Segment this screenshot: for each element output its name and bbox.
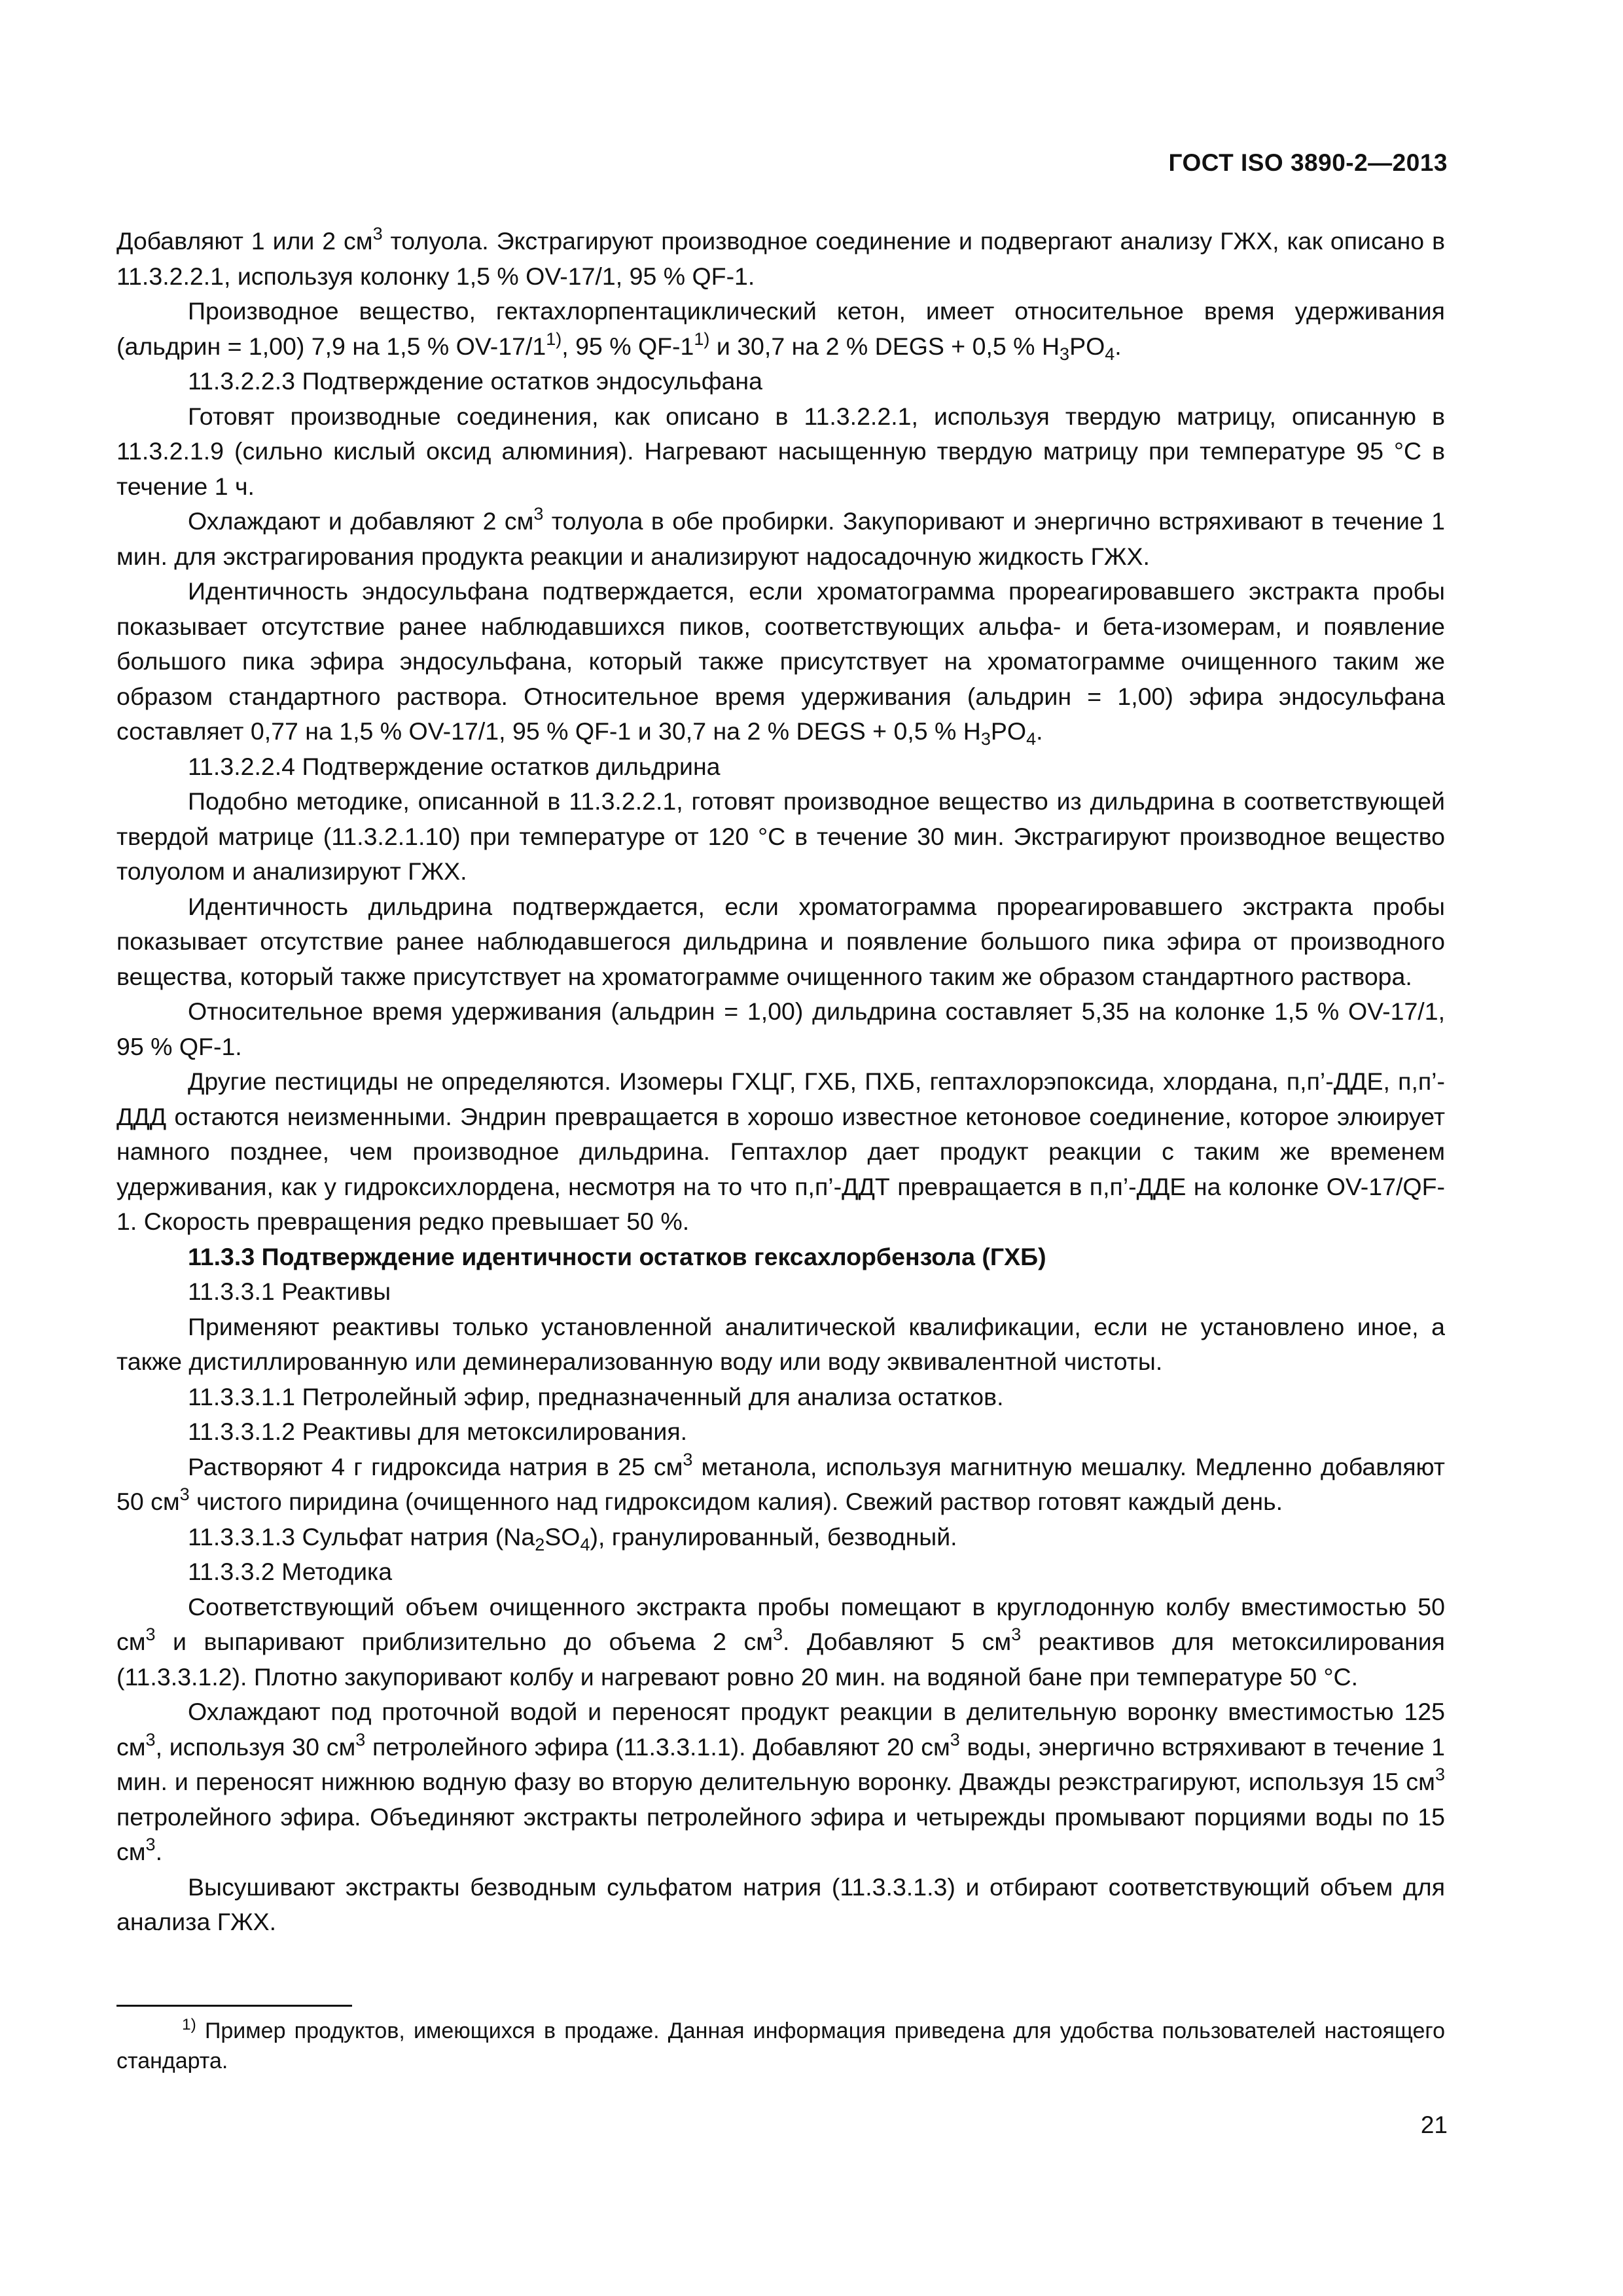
subscript: 4 xyxy=(1026,729,1037,749)
text-run: Идентичность эндосульфана подтверждается, если хроматограмма прореагировавшего экстракта пробы показывает отсутствие ранее наблюдавшихся пиков, соответствующих альфа- и бета-изомерам, и появление большого пика эфира эндосульфана, который также присутствует на хроматограмме очищенного таким же образом стандартного раствора. Относительное время удерживания (альдрин = 1,00) эфира эндосульфана составляет 0,77 на 1,5 % OV-17/1, 95 % QF-1 и 30,7 на 2 % DEGS + 0,5 % H xyxy=(116,577,1445,745)
text-run: 11.3.3.1 Реактивы xyxy=(188,1278,391,1305)
text-run: . Добавляют 5 см xyxy=(783,1628,1012,1655)
text-run: Производное вещество, гектахлорпентациклический кетон, имеет относительное время удерживания (альдрин = 1,00) 7,9 на 1,5 % OV-17/1 xyxy=(116,297,1445,360)
text-run: Охлаждают под проточной водой и переносят продукт реакции в делительную воронку вместимостью 125 см xyxy=(116,1698,1445,1761)
text-run: Соответствующий объем очищенного экстракта пробы помещают в круглодонную колбу вместимостью 50 см xyxy=(116,1592,1445,1655)
paragraph xyxy=(116,994,1445,1064)
paragraph xyxy=(116,749,1445,785)
superscript: 3 xyxy=(179,1484,190,1505)
page-number: 21 xyxy=(1420,2111,1448,2138)
text-run: Подобно методике, описанной в 11.3.2.2.1, готовят производное вещество из дильдрина в соответствующей твердой матрице (11.3.2.1.10) при температуре от 120 °С в течение 30 мин. Экстрагируют производное вещество толуолом и анализируют ГЖХ. xyxy=(116,787,1445,885)
text-run: . xyxy=(1036,717,1043,745)
text-run: , используя 30 см xyxy=(155,1732,356,1761)
superscript: 3 xyxy=(145,1835,156,1855)
text-run: Добавляют 1 или 2 см xyxy=(116,227,373,255)
text-run: Идентичность дильдрина подтверждается, если хроматограмма прореагировавшего экстракта пробы показывает отсутствие ранее наблюдавшегося дильдрина и появление большого пика эфира от производного вещества, который также присутствует на хроматограмме очищенного таким же образом стандартного раствора. xyxy=(116,892,1445,990)
superscript: 3 xyxy=(355,1729,366,1749)
text-run: Растворяют 4 г гидроксида натрия в 25 см xyxy=(188,1452,683,1480)
section-heading xyxy=(116,1240,1445,1275)
text-run: и 30,7 на 2 % DEGS + 0,5 % H xyxy=(709,332,1060,360)
paragraph xyxy=(116,224,1445,294)
text-run: и выпаривают приблизительно до объема 2 см xyxy=(155,1628,774,1655)
paragraph xyxy=(116,1274,1445,1310)
superscript: 3 xyxy=(372,224,383,244)
footnote: $^{1)}$ Пример продуктов, имеющихся в продаже. Данная информация приведена для удобства пользователей настоящего стандарта. xyxy=(116,2015,1445,2073)
paragraph xyxy=(116,399,1445,505)
text-run: , 95 % QF-1 xyxy=(562,332,694,360)
paragraph xyxy=(116,1380,1445,1415)
superscript: 3 xyxy=(1435,1765,1445,1785)
paragraph xyxy=(116,574,1445,749)
paragraph xyxy=(116,1870,1445,1940)
text-run: чистого пиридина (очищенного над гидроксидом калия). Свежий раствор готовят каждый день. xyxy=(189,1488,1283,1515)
paragraph xyxy=(116,1064,1445,1240)
paragraph xyxy=(116,1554,1445,1590)
footnote-separator xyxy=(116,2005,352,2007)
text-run: метанола, используя магнитную мешалку. Медленно добавляют 50 см xyxy=(116,1452,1445,1515)
text-run: 11.3.3.1.2 Реактивы для метоксилирования. xyxy=(188,1418,688,1445)
paragraph xyxy=(116,364,1445,399)
superscript: 3 xyxy=(773,1624,783,1645)
subscript: 3 xyxy=(1060,344,1070,364)
text-run: . xyxy=(1115,332,1122,360)
subscript: 3 xyxy=(980,729,991,749)
paragraph xyxy=(116,1695,1445,1870)
paragraph xyxy=(116,1520,1445,1555)
text-run: Высушивают экстракты безводным сульфатом натрия (11.3.3.1.3) и отбирают соответствующий объем для анализа ГЖХ. xyxy=(116,1873,1445,1935)
text-run: 11.3.3 Подтверждение идентичности остатков гексахлорбензола (ГХБ) xyxy=(188,1242,1046,1270)
paragraph xyxy=(116,294,1445,364)
text-run: реактивов для метоксилирования (11.3.3.1.2). Плотно закупоривают колбу и нагревают ровно 20 мин. на водяной бане при температуре 50 °С. xyxy=(116,1628,1445,1691)
text-run: 11.3.2.2.3 Подтверждение остатков эндосульфана xyxy=(188,367,762,395)
text-run: Охлаждают и добавляют 2 см xyxy=(188,507,534,535)
text-run: воды, энергично встряхивают в течение 1 мин. и переносят нижнюю водную фазу во вторую делительную воронку. Дважды реэкстрагируют, используя 15 см xyxy=(116,1732,1446,1795)
superscript: 3 xyxy=(533,504,544,524)
paragraph xyxy=(116,784,1445,889)
text-run: петролейного эфира. Объединяют экстракты петролейного эфира и четырежды промывают порциями воды по 15 см xyxy=(116,1803,1445,1865)
paragraph xyxy=(116,1590,1445,1695)
paragraph xyxy=(116,1450,1445,1520)
paragraph xyxy=(116,504,1445,574)
text-run: 11.3.3.2 Методика xyxy=(188,1558,393,1585)
paragraph xyxy=(116,889,1445,995)
text-run: Другие пестициды не определяются. Изомеры ГХЦГ, ГХБ, ПХБ, гептахлорэпоксида, хлордана, п,п’-ДДЕ, п,п’-ДДД остаются неизменными. Эндрин превращается в хорошо известное кетоновое соединение, которое элюирует намного позднее, чем производное дильдрина. Гептахлор дает продукт реакции с таким же временем удерживания, как у гидроксихлордена, несмотря на то что п,п’-ДДТ превращается в п,п’-ДДЕ на колонке OV-17/QF-1. Скорость превращения редко превышает 50 %. xyxy=(116,1067,1445,1235)
footnote-text: Пример продуктов, имеющихся в продаже. Данная информация приведена для удобства пользователей настоящего стандарта. xyxy=(116,2018,1445,2073)
paragraph xyxy=(116,1414,1445,1450)
text-run: 11.3.3.1.1 Петролейный эфир, предназначенный для анализа остатков. xyxy=(188,1382,1004,1410)
superscript: 1) xyxy=(546,329,562,349)
document-header: ГОСТ ISO 3890-2—2013 xyxy=(1168,149,1448,176)
superscript: 3 xyxy=(145,1729,156,1749)
text-run: ), гранулированный, безводный. xyxy=(590,1522,957,1551)
subscript: 4 xyxy=(1105,344,1115,364)
text-run: Готовят производные соединения, как описано в 11.3.2.2.1, используя твердую матрицу, описанную в 11.3.2.1.9 (сильно кислый оксид алюминия). Нагревают насыщенную твердую матрицу при температуре 95 °С в течение 1 ч. xyxy=(116,402,1445,500)
superscript: 3 xyxy=(1011,1624,1022,1645)
document-body xyxy=(116,224,1445,1940)
superscript: 3 xyxy=(950,1729,960,1749)
text-run: PO xyxy=(1069,332,1105,360)
text-run: Относительное время удерживания (альдрин = 1,00) дильдрина составляет 5,35 на колонке 1,5 % OV-17/1, 95 % QF-1. xyxy=(116,997,1445,1060)
text-run: Применяют реактивы только установленной аналитической квалификации, если не установлено иное, а также дистиллированную или деминерализованную воду или воду эквивалентной чистоты. xyxy=(116,1312,1445,1375)
text-run: 11.3.2.2.4 Подтверждение остатков дильдрина xyxy=(188,752,721,780)
text-run: 11.3.3.1.3 Сульфат натрия (Na xyxy=(188,1522,535,1551)
text-run: толуола. Экстрагируют производное соединение и подвергают анализу ГЖХ, как описано в 11.3.2.2.1, используя колонку 1,5 % OV-17/1, 95 % QF-1. xyxy=(116,227,1445,290)
text-run: толуола в обе пробирки. Закупоривают и энергично встряхивают в течение 1 мин. для экстрагирования продукта реакции и анализируют надосадочную жидкость ГЖХ. xyxy=(116,507,1445,570)
text-run: . xyxy=(155,1838,162,1865)
subscript: 2 xyxy=(535,1534,545,1554)
paragraph xyxy=(116,1310,1445,1380)
text-run: SO xyxy=(544,1522,580,1551)
text-run: петролейного эфира (11.3.3.1.1). Добавляют 20 см xyxy=(365,1732,950,1761)
superscript: 3 xyxy=(683,1449,693,1469)
text-run: PO xyxy=(990,717,1027,745)
superscript: 1) xyxy=(694,329,710,349)
superscript: 3 xyxy=(145,1624,156,1645)
subscript: 4 xyxy=(580,1534,590,1554)
